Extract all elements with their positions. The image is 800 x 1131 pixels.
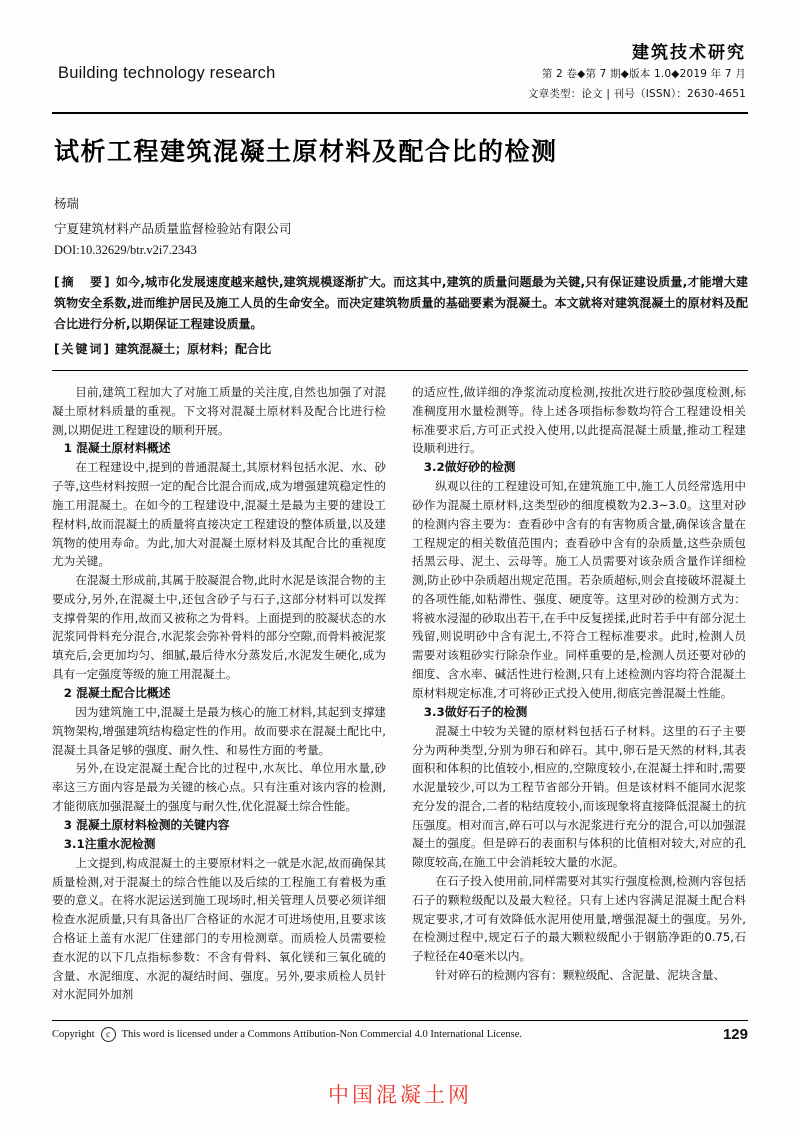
footer-divider — [52, 1020, 748, 1021]
column-left — [52, 383, 386, 1031]
body-paragraph: 另外,在设定混凝土配合比的过程中,水灰比、单位用水量,砂率这三方面内容是最为关键的核心点。只有注重对该内容的检测,才能彻底加强混凝土的强度与耐久性,优化混凝土综合性能。 — [52, 761, 386, 813]
keywords-text: 建筑混凝土；原材料；配合比 — [115, 342, 272, 356]
column-right — [412, 383, 746, 1031]
subsection-heading: 3.2做好砂的检测 — [423, 460, 516, 475]
creative-commons-icon: c — [101, 1027, 116, 1042]
license-notice — [52, 1027, 522, 1042]
doi-text: DOI:10.32629/btr.v2i7.2343 — [54, 243, 197, 257]
page-number: 129 — [722, 1026, 748, 1043]
license-text: This word is licensed under a Commons Attibution-Non Commercial 4.0 International License. — [121, 1029, 522, 1040]
body-paragraph: 在石子投入使用前,同样需要对其实行强度检测,检测内容包括石子的颗粒级配以及最大粒径。只有上述内容满足混凝土配合料规定要求,才可有效降低水泥用使用量,增强混凝土的强度。另外,在检测过程中,规定石子的最大颗粒级配小于钢筋净距的0.75,石子粒径在40毫米以内。 — [412, 873, 746, 964]
body-columns — [52, 383, 748, 1031]
subsection-heading: 3.3做好石子的检测 — [423, 704, 528, 719]
body-paragraph: 针对碎石的检测内容有：颗粒级配、含泥量、泥块含量、 — [435, 967, 726, 982]
keywords-label: [关键词] — [54, 342, 111, 356]
page-title: 试析工程建筑混凝土原材料及配合比的检测 — [54, 137, 558, 166]
masthead — [52, 34, 748, 108]
body-paragraph: 因为建筑施工中,混凝土是最为核心的施工材料,其起到支撑建筑物架构,增强建筑结构稳定性的作用。故而要求在混凝土配比中,混凝土具备足够的强度、耐久性、和易性方面的考量。 — [52, 704, 386, 757]
journal-title-cn: 建筑技术研究 — [632, 43, 746, 63]
author-affiliation: 宁夏建筑材料产品质量监督检验站有限公司 — [54, 221, 292, 236]
author-name: 杨瑞 — [54, 196, 80, 211]
body-paragraph: 的适应性,做详细的净浆流动度检测,按批次进行胶砂强度检测,标准稠度用水量检测等。待上述各项指标参数均符合工程建设相关标准要求后,方可正式投入使用,以此提高混凝土质量,推动工程建设顺利进行。 — [412, 385, 746, 456]
keywords-block — [54, 339, 748, 360]
abstract-label: [摘 要] — [54, 275, 112, 289]
journal-title-en: Building technology research — [58, 64, 276, 82]
page-footer — [52, 1020, 748, 1043]
body-paragraph: 在工程建设中,提到的普通混凝土,其原材料包括水泥、水、砂子等,这些材料按照一定的配合比混合而成,成为增强建筑稳定性的施工用混凝土。在如今的工程建设中,混凝土是最为主要的建设工程材料,故而混凝土的质量将直接决定工程建设的整体质量,以及建筑物的使用寿命。为此,加大对混凝土原材料及其配合比的重视度尤为关键。 — [52, 460, 386, 569]
abstract-block — [54, 272, 748, 335]
section-heading: 2 混凝土配合比概述 — [63, 685, 171, 700]
body-paragraph: 纵观以往的工程建设可知,在建筑施工中,施工人员经常选用中砂作为混凝土原材料,这类型砂的细度模数为2.3~3.0。这里对砂的检测内容主要为：查看砂中含有的有害物质含量,确保该含量在工程规定的相关数值范围内；查看砂中含有的杂质量,这些杂质包括黑云母、泥土、云母等。施工人员需要对该杂质含量作详细检测,防止砂中杂质超出规定范围。若杂质超标,则会直接破坏混凝土的各项性能,如粘滞性、强度、硬度等。这里对砂的检测方式为：将被水浸湿的砂取出若干,在手中反复搓揉,此时若手中有部分泥土残留,则说明砂中含有泥土,不符合工程标准要求。此时,检测人员需要对该粗砂实行除杂作业。同样重要的是,检测人员还要对砂的细度、含水率、碱活性进行检测,只有上述检测内容均符合混凝土原材料规定标准,才可将砂正式投入使用,彻底完善混凝土性能。 — [412, 479, 746, 700]
body-paragraph: 在混凝土形成前,其属于胶凝混合物,此时水泥是该混合物的主要成分,另外,在混凝土中,还包含砂子与石子,这部分材料可以发挥支撑骨架的作用,故而又被称之为骨料。上面提到的胶凝状态的水泥浆同骨料充分混合,水泥浆会弥补骨料的部分空隙,而骨料被泥浆填充后,会更加均匀、细腻,最后待水分蒸发后,水泥发生硬化,成为具有一定强度等级的施工用混凝土。 — [52, 573, 386, 682]
body-paragraph: 目前,建筑工程加大了对施工质量的关注度,自然也加强了对混凝土原材料质量的重视。下文将对混凝土原材料及配合比进行检测,以期促进工程建设的顺利开展。 — [52, 385, 386, 437]
watermark: 中国混凝土网 — [328, 1083, 472, 1107]
section-heading: 3 混凝土原材料检测的关键内容 — [63, 817, 230, 832]
masthead-divider — [52, 112, 748, 114]
issue-info-line2: 文章类型：论文 | 刊号（ISSN）：2630-4651 — [527, 88, 746, 100]
abstract-text: 如今,城市化发展速度越来越快,建筑规模逐渐扩大。而这其中,建筑的质量问题最为关键,只有保证建设质量,才能增大建筑物安全系数,进而维护居民及施工人员的生命安全。而决定建筑物质量的基础要素为混凝土。本文就将对建筑混凝土的原材料及配合比进行分析,以期保证工程建设质量。 — [54, 275, 748, 331]
body-paragraph: 上文提到,构成混凝土的主要原材料之一就是水泥,故而确保其质量检测,对于混凝土的综合性能以及后续的工程施工有着极为重要的意义。在将水泥运送到施工现场时,相关管理人员要必须详细检查水泥质量,只有具备出厂合格证的水泥才可进场使用,且要求该合格证上盖有水泥厂住建部门的专用检测章。而质检人员需要检查水泥的以下几点指标参数：不含有骨料、氧化镁和三氧化硫的含量、水泥细度、水泥的凝结时间、强度。另外,要求质检人员针对水泥同外加剂 — [52, 855, 386, 1002]
section-heading: 1 混凝土原材料概述 — [63, 441, 171, 456]
abstract-divider — [52, 370, 748, 371]
subsection-heading: 3.1注重水泥检测 — [63, 836, 156, 851]
body-paragraph: 混凝土中较为关键的原材料包括石子材料。这里的石子主要分为两种类型,分别为卵石和碎石。其中,卵石是天然的材料,其表面积和体积的比值较小,相应的,空隙度较小,在混凝土拌和时,需要水泥量较少,可以为工程节省部分开销。但是该材料不能同水泥浆充分发的混合,二者的粘结度较小,而该现象将直接降低混凝土的抗压强度。相对而言,碎石可以与水泥浆进行充分的混合,可以加强混凝土的强度。但是碎石的表面积与体积的比值相对较大,对应的孔隙度较高,在施工中会消耗较大量的水泥。 — [412, 723, 746, 870]
copyright-label: Copyright — [52, 1029, 95, 1040]
issue-info-line1: 第 2 卷◆第 7 期◆版本 1.0◆2019 年 7 月 — [541, 68, 746, 80]
